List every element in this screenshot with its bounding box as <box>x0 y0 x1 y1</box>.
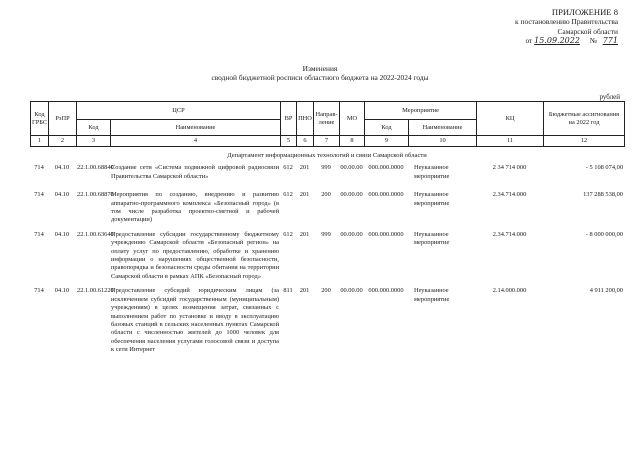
cell-event-kod: 000.000.0000 <box>368 230 404 238</box>
col-header-rzpr: РзПР <box>49 102 77 136</box>
date-prefix: от <box>525 36 533 46</box>
cell-mo: 00.00.00 <box>340 164 363 172</box>
cell-csr-kod: 22.1.00.68840 <box>77 164 114 172</box>
department-row <box>30 152 624 164</box>
cell-event-kod: 000.000.0000 <box>368 191 404 199</box>
department-name: Департамент информационных технологий и связи Самарской области <box>227 152 427 159</box>
cell-csr-name: Мероприятия по созданию, внедрению и развитию аппаратно-программного комплекса «Безопасный город» (в том числе разработка проектно-сметной и рабочей документации) <box>111 191 279 224</box>
col-header-pno: ПНО <box>297 102 314 136</box>
date-value: 15.09.2022 <box>534 36 580 46</box>
appendix-title: ПРИЛОЖЕНИЕ 8 <box>551 7 618 17</box>
cell-pno: 201 <box>299 287 310 295</box>
cell-pno: 201 <box>299 191 310 199</box>
cell-vr: 612 <box>283 164 293 172</box>
cell-amount: - 5 108 074,00 <box>585 164 624 172</box>
cell-pno: 201 <box>299 230 310 238</box>
cell-grbs: 714 <box>34 230 44 238</box>
col-header-csr-kod: Код <box>77 120 111 136</box>
cell-rzpr: 04.10 <box>54 287 70 295</box>
cell-amount: 137 288 538,00 <box>583 191 624 199</box>
cell-kc: 2.34.714.000 <box>492 191 527 199</box>
col-header-allocations: Бюджетные ассигнования на 2022 год <box>544 102 625 136</box>
cell-grbs: 714 <box>34 191 44 199</box>
cell-event-name: Неуказанное мероприятие <box>414 164 450 180</box>
cell-amount: 4 911 200,00 <box>589 287 624 295</box>
cell-direction: 200 <box>321 287 331 295</box>
col-header-kc: КЦ <box>477 102 544 136</box>
cell-vr: 612 <box>283 230 293 238</box>
cell-event-kod: 000.000.0000 <box>368 287 404 295</box>
column-number: 8 <box>340 136 365 147</box>
number-prefix: № <box>589 36 597 46</box>
column-number: 4 <box>111 136 281 147</box>
title-line-2: сводной бюджетной росписи областного бюджета на 2022-2024 годы <box>211 73 429 83</box>
col-header-event: Мероприятие <box>365 102 477 120</box>
column-number: 9 <box>365 136 409 147</box>
appendix-line-2: Самарской области <box>557 26 618 36</box>
column-number-row <box>31 136 625 147</box>
cell-direction: 200 <box>321 191 331 199</box>
cell-kc: 2.34.714.000 <box>492 230 527 238</box>
column-number: 3 <box>77 136 111 147</box>
appendix-block <box>468 8 618 46</box>
title-line-1: Изменения <box>302 64 338 73</box>
cell-csr-kod: 22.1.00.61220 <box>77 287 114 295</box>
table-row <box>30 287 624 354</box>
cell-event-name: Неуказанное мероприятие <box>414 191 450 207</box>
cell-vr: 811 <box>283 287 293 295</box>
cell-event-kod: 000.000.0000 <box>368 164 404 172</box>
cell-event-name: Неуказанное мероприятие <box>414 230 450 247</box>
col-header-mo: МО <box>340 102 365 136</box>
document-title <box>0 64 640 83</box>
cell-csr-name: Предоставление субсидий юридическим лицам (за исключением субсидий государственным (муниципальным) учреждениям) в целях возмещения затрат, связанных с выполнением работ по установке и вводу в эксплуатацию базовых станций в сельских населенных пунктах Самарской области с численностью жителей до 1000 человек для обеспечения населения услугами голосовой связи и доступа к сети Интернет <box>111 287 279 354</box>
cell-rzpr: 04.10 <box>54 230 70 238</box>
table-row <box>30 164 624 181</box>
column-number: 5 <box>281 136 297 147</box>
number-value: 771 <box>602 36 618 46</box>
cell-grbs: 714 <box>34 287 44 295</box>
col-header-vr: ВР <box>281 102 297 136</box>
column-number: 7 <box>314 136 340 147</box>
cell-rzpr: 04.10 <box>54 191 70 199</box>
currency-label: рублей <box>599 93 620 101</box>
col-header-csr: ЦСР <box>77 102 281 120</box>
col-header-event-name: Наименование <box>409 120 477 136</box>
cell-rzpr: 04.10 <box>54 164 70 172</box>
table-row <box>30 191 624 225</box>
column-number: 10 <box>409 136 477 147</box>
cell-csr-name: Создание сети «Система подвижной цифровой радиосвязи Правительства Самарской области» <box>111 164 279 180</box>
appendix-date-line <box>468 36 618 45</box>
cell-csr-kod: 22.1.00.63640 <box>77 230 114 238</box>
cell-direction: 999 <box>321 164 331 172</box>
cell-mo: 00.00.00 <box>340 230 363 238</box>
cell-amount: - 8 000 000,00 <box>585 230 624 238</box>
col-header-event-kod: Код <box>365 120 409 136</box>
column-number: 11 <box>477 136 544 147</box>
cell-grbs: 714 <box>34 164 44 172</box>
cell-event-name: Неуказанное мероприятие <box>414 287 450 303</box>
cell-csr-name: Предоставление субсидии государственному бюджетному учреждению Самарской области «Безопасный регион» на оплату услуг по предоставлению, обработке и хранению информации о нарушениях общественной безопасности, правопорядка и безопасности среды обитания на территории Самарской области в рамках АПК «Безопасный город» <box>111 230 279 280</box>
cell-mo: 00.00.00 <box>340 191 363 199</box>
column-number: 6 <box>297 136 314 147</box>
header-table <box>30 101 625 147</box>
cell-csr-kod: 22.1.00.68870 <box>77 191 114 199</box>
col-header-grbs: Код ГРБС <box>31 102 49 136</box>
column-number: 12 <box>544 136 625 147</box>
cell-vr: 612 <box>283 191 293 199</box>
cell-mo: 00.00.00 <box>340 287 363 295</box>
col-header-direction: Направ-ление <box>314 102 340 136</box>
appendix-line-1: к постановлению Правительства <box>515 17 618 27</box>
data-table <box>30 152 624 355</box>
cell-pno: 201 <box>299 164 310 172</box>
col-header-csr-name: Наименование <box>111 120 281 136</box>
table-row <box>30 231 624 281</box>
cell-kc: 2 34 714 000 <box>492 164 527 172</box>
column-number: 1 <box>31 136 49 147</box>
cell-kc: 2.14.000.000 <box>492 287 527 295</box>
column-number: 2 <box>49 136 77 147</box>
cell-direction: 999 <box>321 230 331 238</box>
